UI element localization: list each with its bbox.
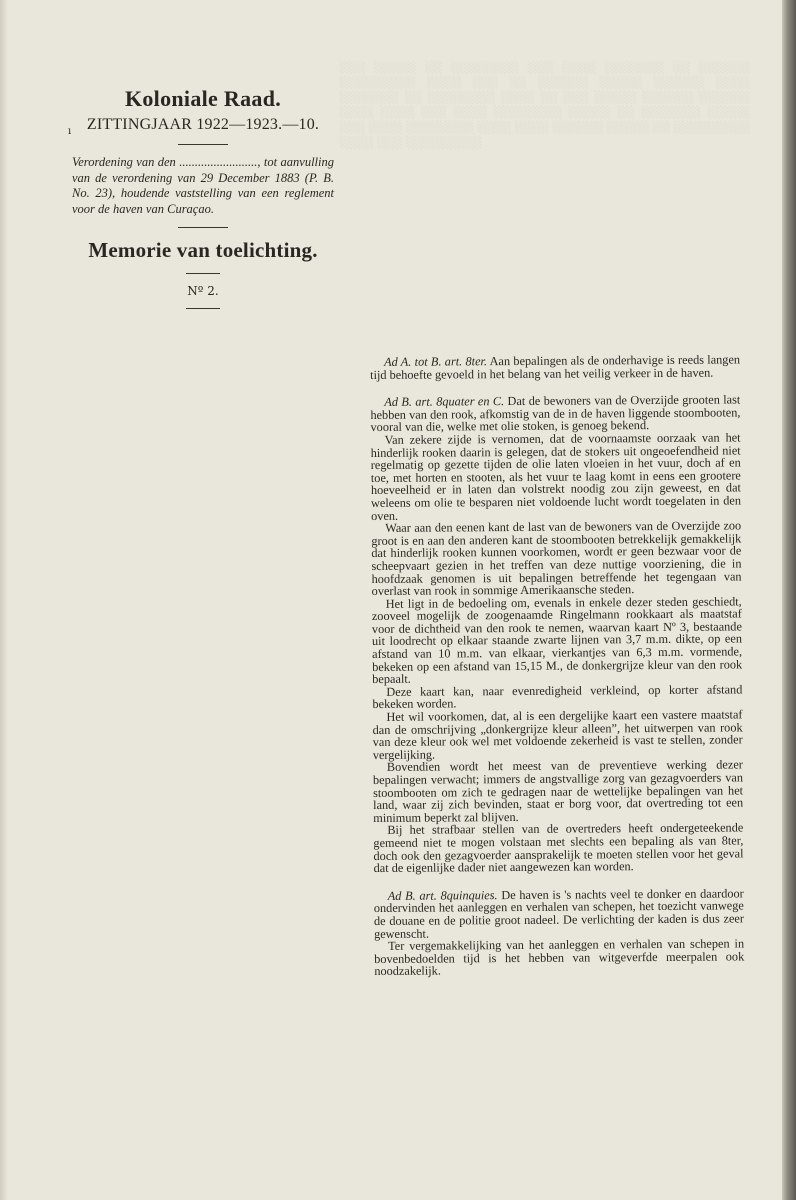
- paragraph: Het wil voorkomen, dat, al is een dergelijke kaart een vastere maatstaf dan de omschrijving „donkergrijze kleur alleen”, het uitwerpen van rook van deze kleur ook wel met voldoende zekerheid is vast te stellen, zonder vergelijking.: [372, 707, 743, 762]
- show-through-text: ░░░ ░░░░░ ░░ ░░░░░░░░ ░░░ ░░░░ ░░░░░░░ ░░ ░░░░░░ ░░░░░░░░░ ░░░░ ░░░ ░░ ░░░░░░ ░░░░░ ░░░░░░ ░░░░ ░░░░░░░ ░░ ░░░░░░░░ ░░░░ ░░ ░░░ ░░░░░ ░░░░░░ ░░░░░░ ░░░░ ░░░░ ░░░ ░░░░ ░░░░░░░░ ░░░░░ ░░ ░░░░░░░ ░░░░░ ░░░ ░░░░ ░░░░░░░░ ░░░░ ░░░░ ░░░░░░ ░░░░░ ░░ ░░░░░░░░░ ░░░░ ░░░ ░░░░░░░░░: [340, 61, 750, 149]
- paragraph: Waar aan den eenen kant de last van de bewoners van de Overzijde zoo groot is en aan den anderen kant de stoombooten betrekkelijk gemakkelijk dat hinderlijk rooken kunnen voorkomen, wordt er geen bezwaar voor de scheepvaart gezien in het treffen van deze nuttige voorziening, die in hoofdzaak genomen is uit bepalingen betreffende het tegengaan van overlast van rook in sommige Amerikaansche steden.: [371, 518, 742, 599]
- divider: [178, 227, 228, 228]
- paragraph: Ter vergemakkelijking van het aanleggen en verhalen van schepen in bovenbedoelden tijd is het hebben van witgeverfde meerpalen ook noodzakelijk.: [374, 936, 745, 979]
- memo-body: [370, 353, 744, 977]
- paragraph: [374, 887, 744, 940]
- session-year: ZITTINGJAAR 1922—1923.—10.: [86, 116, 320, 133]
- page-left-shadow: [0, 0, 8, 1200]
- paragraph: [370, 394, 740, 434]
- document-number: Nº 2.: [187, 284, 219, 298]
- paragraph: Het ligt in de bedoeling om, evenals in enkele dezer steden geschiedt, zooveel mogelijk de zoogenaamde Ringelmann rookkaart als maatstaf voor de dichtheid van den rook te nemen, waarvan kaart Nº 3, bestaande uit loodrecht op elkaar staande zwarte lijnen van 3,7 m.m. dikte, op een afstand van 10 m.m. van elkaar, vierkantjes van 6,3 m.m. vormende, bekeken op een afstand van 15,15 M., de donkergrijze kleur van den rook bepaalt.: [371, 594, 743, 687]
- document-header: [68, 86, 334, 319]
- section-reference: Ad B. art. 8quater en C.: [384, 394, 505, 410]
- council-title: Koloniale Raad.: [124, 86, 282, 111]
- paragraph: Bij het strafbaar stellen van de overtreders heeft ondergeteekende gemeend niet te mogen volstaan met slechts een bepaling als van 8ter, doch ook den gezagvoerder aansprakelijk te moeten stellen voor het geval dat de eigenlijke dader niet aangewezen kan worden.: [373, 820, 744, 876]
- paragraph-text: Aan bepalingen als de onderhavige is reeds langen tijd behoefte gevoeld in het belang van het veilig verkeer in de haven.: [370, 352, 741, 382]
- paragraph-text: De haven is 's nachts veel te donker en daardoor ondervinden het aanleggen en verhalen van schepen, het toezicht vanwege de douane en de politie groot nadeel. De verlichting der kaden is dus zeer gewenscht.: [373, 886, 744, 941]
- page-edge: [782, 0, 796, 1200]
- divider: [178, 144, 228, 145]
- divider: [186, 308, 220, 309]
- memo-title: Memorie van toelichting.: [88, 238, 318, 262]
- ordinance-description: Verordening van den ........................., tot aanvulling van de verordening van 29 December 1883 (P. B. No. 23), houdende vaststelling van een reglement voor de haven van Curaçao.: [72, 155, 334, 216]
- paragraph: [370, 353, 740, 381]
- margin-mark: ı: [68, 126, 72, 137]
- section-reference: Ad A. tot B. art. 8ter.: [383, 354, 488, 369]
- paragraph: Deze kaart kan, naar evenredigheid verkleind, op korter afstand bekeken worden.: [372, 682, 743, 712]
- paragraph-text: Dat de bewoners van de Overzijde grooten last hebben van den rook, afkomstig van de in de haven liggende stoombooten, vooral van die, welke met olie stoken, is genoeg bekend.: [370, 392, 741, 435]
- section-reference: Ad B. art. 8quinquies.: [387, 887, 498, 903]
- paragraph: Bovendien wordt het meest van de preventieve werking dezer bepalingen verwacht; immers de angstvallige zorg van gezagvoerders van stoombooten om zich te gedragen naar de wettelijke bepalingen van het land, waar zij zich bevinden, staat er borg voor, dat overtreding tot een minimum beperkt zal blijven.: [372, 757, 744, 825]
- paragraph: Van zekere zijde is vernomen, dat de voornaamste oorzaak van het hinderlijk rooken daarin is gelegen, dat de stokers uit ongeoefendheid niet regelmatig op gezette tijden de olie laten vloeien in het vuur, doch af en toe, met horten en stooten, als het vuur te laag komt in eens een grootere hoeveelheid er in laten dan volstrekt noodig zou zijn geweest, en dat weleens om olie te besparen niet voldoende lucht wordt toegelaten in den oven.: [370, 430, 742, 523]
- divider: [186, 273, 220, 274]
